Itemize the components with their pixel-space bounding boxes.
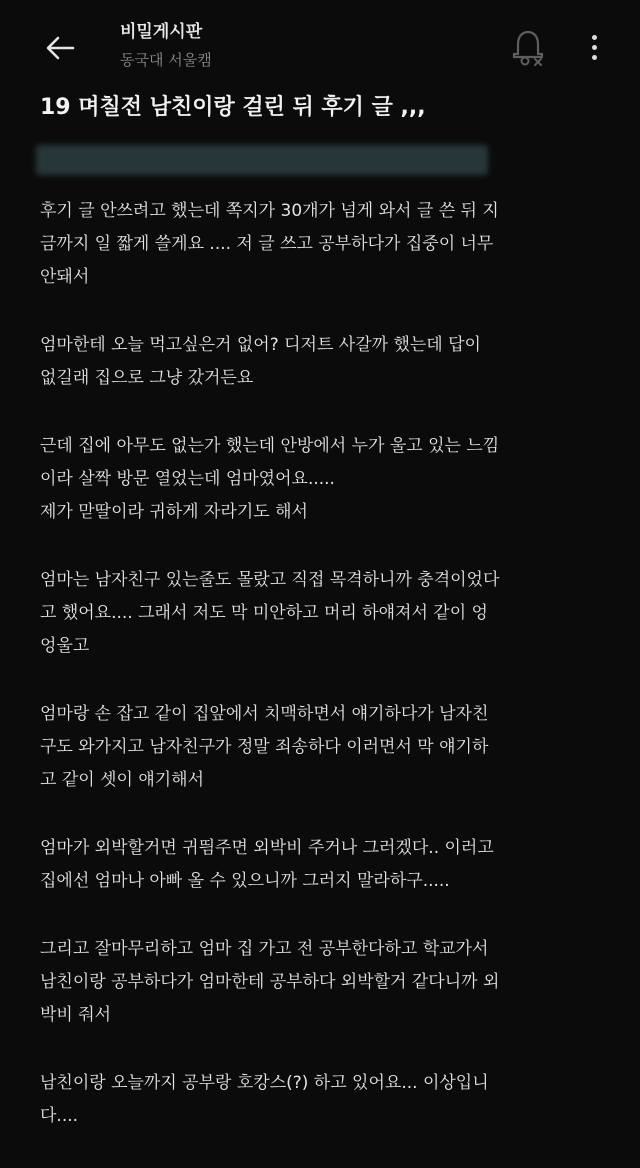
post-line: 금까지 일 짧게 쓸게요 .... 저 글 쓰고 공부하다가 집중이 너무	[40, 234, 494, 254]
more-vertical-icon-dot	[592, 55, 597, 60]
notification-toggle-button[interactable]	[508, 26, 548, 68]
post-line: 남친이랑 공부하다가 엄마한테 공부하다 외박할거 같다니까 외	[40, 972, 500, 992]
post-line: 이라 살짝 방문 열었는데 엄마였어요.....	[40, 469, 335, 489]
post-line: 엄마는 남자친구 있는줄도 몰랐고 직접 목격하니까 충격이었다	[40, 570, 500, 590]
post-line: 그리고 잘마무리하고 엄마 집 가고 전 공부한다하고 학교가서	[40, 939, 489, 959]
post-line: 안돼서	[40, 267, 90, 287]
more-vertical-icon-dot	[592, 45, 597, 50]
post-line: 제가 맏딸이라 귀하게 자라기도 해서	[40, 502, 308, 522]
post-line: 구도 와가지고 남자친구가 정말 죄송하다 이러면서 막 얘기하	[40, 737, 489, 757]
post-line: 다....	[40, 1106, 79, 1126]
board-name: 비밀게시판	[120, 22, 203, 42]
top-bar	[0, 0, 640, 84]
post-line: 후기 글 안쓰려고 했는데 쪽지가 30개가 넘게 와서 글 쓴 뒤 지	[40, 201, 499, 221]
post-line: 엄마한테 오늘 먹고싶은거 없어? 디저트 사갈까 했는데 답이	[40, 335, 481, 355]
post-body	[40, 195, 615, 1168]
post-line: 없길래 집으로 그냥 갔거든요	[40, 368, 254, 388]
post-line: 박비 줘서	[40, 1005, 112, 1025]
back-button[interactable]	[40, 28, 80, 68]
redacted-blur-area	[36, 145, 488, 175]
post-line: 고 했어요.... 그래서 저도 막 미안하고 머리 하얘져서 같이 엉	[40, 603, 488, 623]
post-line: 엉울고	[40, 636, 90, 656]
post-line: 집에선 엄마나 아빠 올 수 있으니까 그러지 말라하구.....	[40, 871, 450, 891]
post-line: 근데 집에 아무도 없는가 했는데 안방에서 누가 울고 있는 느낌	[40, 436, 500, 456]
post-paragraph	[40, 564, 615, 663]
more-vertical-icon-dot	[592, 35, 597, 40]
post-paragraph	[40, 1067, 615, 1133]
arrow-left-icon	[45, 35, 75, 61]
post-paragraph	[40, 195, 615, 294]
post-line: 고 같이 셋이 얘기해서	[40, 770, 205, 790]
post-line: 남친이랑 오늘까지 공부랑 호캉스(?) 하고 있어요... 이상입니	[40, 1073, 489, 1093]
bell-off-icon	[508, 26, 548, 68]
post-paragraph	[40, 430, 615, 529]
post-line: 엄마랑 손 잡고 같이 집앞에서 치맥하면서 얘기하다가 남자친	[40, 704, 489, 724]
post-paragraph	[40, 329, 615, 395]
post-paragraph	[40, 698, 615, 797]
board-header	[120, 20, 212, 72]
board-school: 동국대 서울캠	[120, 51, 212, 69]
post-paragraph	[40, 832, 615, 898]
post-paragraph	[40, 933, 615, 1032]
post-title: 19 며칠전 남친이랑 걸린 뒤 후기 글 ,,,	[40, 95, 426, 120]
post-line: 엄마가 외박할거면 귀띔주면 외박비 주거나 그러겠다.. 이러고	[40, 838, 494, 858]
more-options-button[interactable]	[578, 26, 610, 68]
